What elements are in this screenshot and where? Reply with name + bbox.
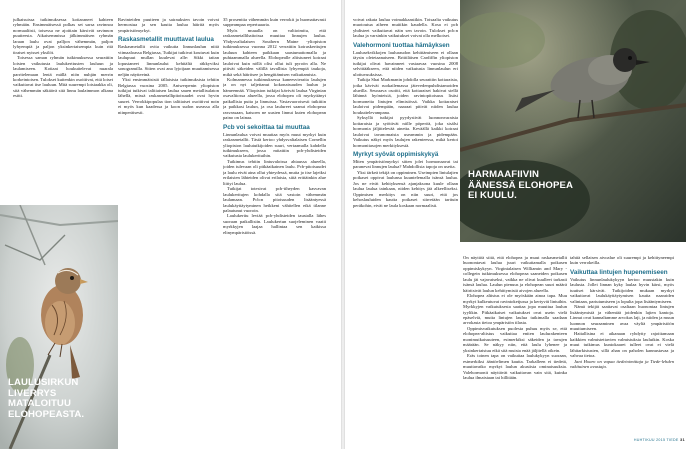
right-column-3 [570, 255, 674, 435]
catbird-photo [460, 0, 686, 242]
left-column-3 [223, 17, 326, 442]
paragraph: On näyttöä siitä, että elohopea ja muut raskasmetallit huonontavat laulua juuri vaikuttamalla poikasen oppimiskykyyn. Virginialaisen Williamin and Mary -collegein tutkimuksessa elohopeaa saaneiden poikasen laulu jäi vajavaiseksi, vaikka ne olivat kuulleet tarkasti isänsä laulua. Laulun pienuus ja elohopean suuri määrä häiritsivät laulun kehittymistä aivojen alueella. [463, 255, 567, 293]
page-footer [615, 437, 685, 442]
paragraph: Vaikutus linnunlaulukykyyn kertoo muustakin kuin laulusta. Jollei linnan kyky laulaa hyvin kärsi, myös tuutiset kärsivät. Tutkijoiden mukaan myrkyt vaikuttavat laulukäyttäytymisen kautta naaraiden valintaan, pariutumiseen ja lopulta jopa lisääntymiseen. [570, 276, 674, 304]
paragraph: Toisessa saman ryhmän tutkimuksessa seurattiin loisten vaikutusta laulukerttusten lauluun ja laulamiseen. Kotiaat houkuttelevat nuarala parritelemaan lentä mällä niön nuhjän merrin korkeintoisen. Tulokset kuitenkin osoittivat, että loiset vaikuttavat itse lauluun. Mitä suurempi loisiaakka oli, sitä vähemmän säkäävä sitä linnu laulaimmon alkana esitti. [13, 55, 113, 99]
paragraph: Tutkimus tehtiin lintuvaloissa ahtaussa alueella, joiden tulevaan oli pitkäaikainen laulu. Pcb-pitoisuudet ja laulu eivät aina ollut yhteydessä, mutta jo itse lajeiksi erilaisten lähteiden olivat erilaisia, siitä erittäinkin alue liittyi laulua. [223, 158, 326, 186]
paragraph: voivat rakata laulua voimakkaastikin. Toisaalta vaikutus muotoutua aiheen muitikin kaudella. Kosa ei pcb yhdisteet vaikuttavat näin sen tavoin. Tulokset pcb:n laulua ja varsinkin vaikutukset voivat olla melkoiset. [353, 17, 458, 39]
section-heading: Raskasmetallit muuttavat laulua [118, 36, 214, 44]
section-heading: Vaikuttaa lintujen hupenemiseen [570, 268, 668, 276]
right-column-2 [463, 255, 567, 442]
left-column-1 [13, 17, 113, 202]
paragraph: Tutkijat totesivat pcb-tiheyden kasvavan laulukerttujen kohdalla sitä vastoin vähemmän laulamaan. Pcb:n pitoisuuden lisääntyessä laulukäyttäytyminen heikkeni vähitellen eikä tilanne palautunut vuoroin. [223, 186, 326, 213]
page-number: 31 [679, 437, 685, 442]
paragraph: Oppimisvaikutuksen puolesta puhuu myös se, että elohopea-altistus vaikuttaa eniten laulurakenteen monimutkaisuuteen, esimerkiksi säkeiden ja tavujen määrään. Se näkyy niin, että laulu lyhenee ja yksinkertaistuu eikä sitä muista enää jäljitellä oikein. [463, 325, 567, 353]
paragraph: Nämä tekijät saattavat osaltaan huonontaa lintujen lisääntymistä ja vähentää joidenkin lajien kantoja. Linnut ovat kannaltamme arvokas laji, ja niiden ja muun luonnon seuraaminen avaa väyliä ympäristöön muuttumiseen. [570, 304, 674, 331]
paragraph: Tutkija Shai Markmanin johdolla seurattiin kottaraisia, jotka kävivät ruokailemassa jätevedenpuhdistamoiden alueilla. Seuraava osoitti, että kottaraiset hakivat siellä lähinnä hyönteisiä, joiden ravintopitoisuus lisäsi hormoneita lintujen elimistössä. Vaikka kottaraiset lauloivat pidempään, naaraat pitivät niiden laulua houkuttelevampana. [353, 77, 458, 115]
right-page [345, 0, 686, 449]
paragraph: Yksi tärkeä tekijä on oppiminen. Useimpien lintulajien poikaset oppivat laulunsa kuuntelemalla isänsä laulua. Jos ne eivät kehityksensä ajanjaksona kuule ollaan laulua laulua tainkaan, niiden kehitys jää alkeelliseksi. Oppimisen merkitys on niin suuri, että jos kehoslauluiden kautta poikaset siirretään tarttuin peräkohin, eivät ne laula koskaan normaalisti. [353, 169, 458, 208]
author-note [570, 359, 674, 370]
section-heading: Pcb voi sekoittaa tai muuttaa [223, 123, 310, 131]
catbird-photo-image [460, 0, 686, 242]
paragraph: 35 prosenttia vähemmän kuin verrokit ja huomattavasti suppeampaa repertuaaria. [223, 17, 326, 28]
paragraph: Yksi ensimmäisistä tällaisista tutkimuksista tehtiin Belgiassa vuosina 2005. Antwerpenin yliopiston tutkijat tutkivat talitiaisen laulua sauen metallisulaton lähellä, missä raskasmetallipitoisuudet ovat hyvin suuret. Verrokkipopulaa tion talitiaiset osoittivat noin ei myös kun kaadessa ja koon sudon useassa alla niinperäisesti. [118, 77, 219, 115]
catbird-caption: HARMAAFIIVIN ÄÄNESSÄ ELOHOPEA EI KUULU. [468, 169, 573, 201]
paragraph: Eräs toinen tapa on vaikuttaa laulukykyyn suoraan, esimerkiksi ääntöelimen kautta. Tarkalleen ei tiedetä, muuttavatko myrkyt laulun akustisia ominaisuuksia. Valehormonit näyttävät vaikuttavan vain sitä, kuinka laulua ilmaistaan tai hillitään. [463, 353, 567, 380]
paragraph: Miten ympäristömyrkyt sitten jolei hormonaavat tai paranevat linnujen laulua? Mahdollisia tapoja on useita. [353, 158, 458, 170]
paragraph: Elohopea altistus ei ole myöskään ainoa tapa. Muu myrkyt kulkeutuvat ravintoketjussa ja kertyvät lintuihin. Myrkkyjen vaikutuksesta saattaa jopa muuttua laulun tyylikin. Pitkäaikaiset vaikutukset ovat usein vielä epäselviä, mutta lintujen laulua tutkimalla saadaan arvokasta tietoa ympäristön tilasta. [463, 293, 567, 326]
author-note-text: Jani Hoaro on vapaa tiedetoimittaja ja Tiede-lehden vakituinen avustaja. [570, 358, 674, 370]
paragraph: Linnunlaulua voivat muuttaa myös muut myrkyt kuin raskasmetallit. Tästä kertoo yhdysvaltalaisen Cornellin yliopiston laulututkijoiden suuri, vertaamalla kahdella tutkimukseen, jossa mitattiin pcb-yhdisteiden vaikutusta laulukerttuihin. [223, 131, 326, 159]
section-heading: Myrkyt syövät oppimiskykyä [353, 150, 439, 158]
bunting-caption: LAULUSIRKUN LIVERRYS MATALOITUU ELOHOPEASTA. [8, 377, 85, 420]
right-column-1 [353, 17, 458, 442]
paragraph: Haitallisina ei aikanaan ryhdytty rajoittamaan kaikkien valmistettavien valmistuksia laulutkin. Koska muut tutkimus kuntokaaret tulleet ovat ei vielä lähitarkistusten, sillä ahan on paholen kannustavaa ja vahvaa tietoa. [570, 331, 674, 359]
paragraph: Laulukerttu leviää pcb-yhdisteiden taustalla lähes suoraan paikallisiin. Laulukertun suojeleminen vaatii myrkkyjen laajaa hallintaa sen kaikissa elinympäristöissä. [223, 213, 326, 235]
paragraph: Raskasmetallit ovita vaikutta linnunlaulun niitä viimaaloassa Belgiassa, Tutkijat tutkivat koutuvat kuin laulupuut mullan kuulevat alle: Sikki taitan lopustaneet linnunlaulut kehitältä räkkyviksi sonogramilla. Sitten ovat ana lyjoijaan muuttamisessa neljän näytteeinä. [118, 44, 219, 77]
paragraph: Kolmannessa tutkimuksessa kaneesvieraita laulujen ja on nyt taljettanut kokonaisuuden laulun ja hämeennää. Yliopiston tutkijat kävivät laulua Virginian osavaltiossa alueella, jossa elohopea oli myrkyttänyt paikallisia puita ja linnuissa. Vastavuoroisesti tutkitiin ja paikkasi laulun, ja osa laulureet saanut elohopeaa rasvassaan, katsoen ne uusien linnut kuten elohopean paino on lainaa. [223, 76, 326, 121]
paragraph: Myös muualla on valtioimitu, että raskasmetallihaitoissa muuttaa linnujen laulua. Yhdysvaltalaisen Southern Maine -yliopiston tutkimuksessa vuonna 2012 verrattiin koiraskerttujen lauluun kahteen paikkaan saastumattomalla ja puhtaammalla alueella. Elohopealle altistuneet koiraat lauloivat kuin nöllä olisi ollut tuli pyroön alla. Ne pitivät säkeiden välillä tavallista lyhyempiä taukoja, mikä sekä häiritsee ja hengittämisen vaikuttamista. [223, 27, 326, 77]
footer-issue: HUHTIKUU 2015 TIEDE [633, 438, 679, 442]
bunting-photo [0, 205, 118, 449]
left-page [0, 0, 341, 449]
paragraph: julkaisuissa tutkimuksessa kotiaraneet kahteen ryhmään. Ensimmäisessä polkas set sarsa ravinnoa normaaliisti, toisessa ne ajoittain kärsivät ravinnon puutteesta. Aikaisemmissa jälkimmäisen ryhmän laraan laulu ovat palljon vähemmän, paljon lyhyempiä ja paljon yksinkertaisempia kuin ritä tiraiset nyisset yksilöt. [13, 17, 113, 55]
section-heading: Valehormoni tuottaa hämäyksen [353, 41, 450, 49]
paragraph: Syksyllä tutkijat pyydystivät luonnonvaraisia kottaraisia ja syöttivät niille pöperöä, joka sisälsi hormonia jäljittelevää ainetta. Keväällä kaikki koiraat lauloivat tavanomaista useammin ja pidempään. Vaikutus näkyi myös laulujen rakenteessa, mikä kertoi hormonitasojen merkityksestä. [353, 115, 458, 148]
paragraph: Ravinteiden puutteen ja sairauksien tavoin voivat hermostua ja sen kautta laulua häiritä myös ympäristömyrkyt. [118, 17, 219, 33]
left-column-2 [118, 17, 219, 442]
paragraph: tahtiä sellaisen aivoalue oli suurempi ja kehittyneempi kuin verrokeilla. [570, 255, 674, 266]
paragraph: Laulusekvikkojen lauluraudon kehittämiseen ei ollaan täysin oletetaanaiseen. Brittiläisen Cardiffin yliopiston tutkijat olivat havainneet vastaavaa vuosina 2008 selvittääkseen, että niiden vaikutusta linnunlaulun eri ulottuvuuksissa. [353, 49, 458, 77]
